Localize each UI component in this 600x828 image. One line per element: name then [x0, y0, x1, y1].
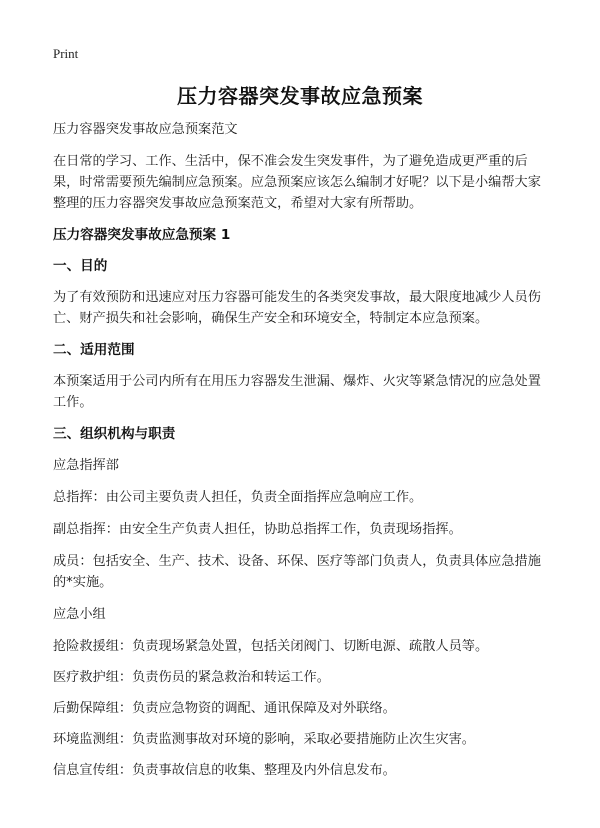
members-paragraph: 成员：包括安全、生产、技术、设备、环保、医疗等部门负责人，负责具体应急措施的*实施。 [53, 554, 541, 590]
command-title: 应急指挥部 [53, 458, 119, 473]
section-heading: 压力容器突发事故应急预案 1 [53, 227, 231, 243]
heading-organization: 三、组织机构与职责 [53, 426, 176, 442]
medical-paragraph: 医疗救护组：负责伤员的紧急救治和转运工作。 [53, 670, 330, 685]
heading-purpose: 一、目的 [53, 258, 108, 274]
publicity-paragraph: 信息宣传组：负责事故信息的收集、整理及内外信息发布。 [53, 763, 396, 778]
deputy-paragraph: 副总指挥：由安全生产负责人担任，协助总指挥工作，负责现场指挥。 [53, 522, 462, 537]
scope-paragraph: 本预案适用于公司内所有在用压力容器发生泄漏、爆炸、火灾等紧急情况的应急处置工作。 [53, 374, 541, 410]
rescue-paragraph: 抢险救援组：负责现场紧急处置，包括关闭阀门、切断电源、疏散人员等。 [53, 639, 489, 654]
heading-scope: 二、适用范围 [53, 342, 135, 358]
monitoring-paragraph: 环境监测组：负责监测事故对环境的影响，采取必要措施防止次生灾害。 [53, 732, 475, 747]
print-label: Print [53, 46, 79, 61]
document-title: 压力容器突发事故应急预案 [177, 84, 423, 108]
team-title: 应急小组 [53, 607, 106, 622]
logistics-paragraph: 后勤保障组：负责应急物资的调配、通讯保障及对外联络。 [53, 701, 396, 716]
commander-paragraph: 总指挥：由公司主要负责人担任，负责全面指挥应急响应工作。 [53, 490, 423, 505]
document-body [53, 119, 553, 791]
intro-paragraph: 在日常的学习、工作、生活中，保不准会发生突发事件，为了避免造成更严重的后果，时常需要预先编制应急预案。应急预案应该怎么编制才好呢？以下是小编帮大家整理的压力容器突发事故应急预案范文，希望对大家有所帮助。 [53, 154, 541, 211]
purpose-paragraph: 为了有效预防和迅速应对压力容器可能发生的各类突发事故，最大限度地减少人员伤亡、财产损失和社会影响，确保生产安全和环境安全，特制定本应急预案。 [53, 290, 541, 326]
subtitle-paragraph: 压力容器突发事故应急预案范文 [53, 122, 238, 137]
